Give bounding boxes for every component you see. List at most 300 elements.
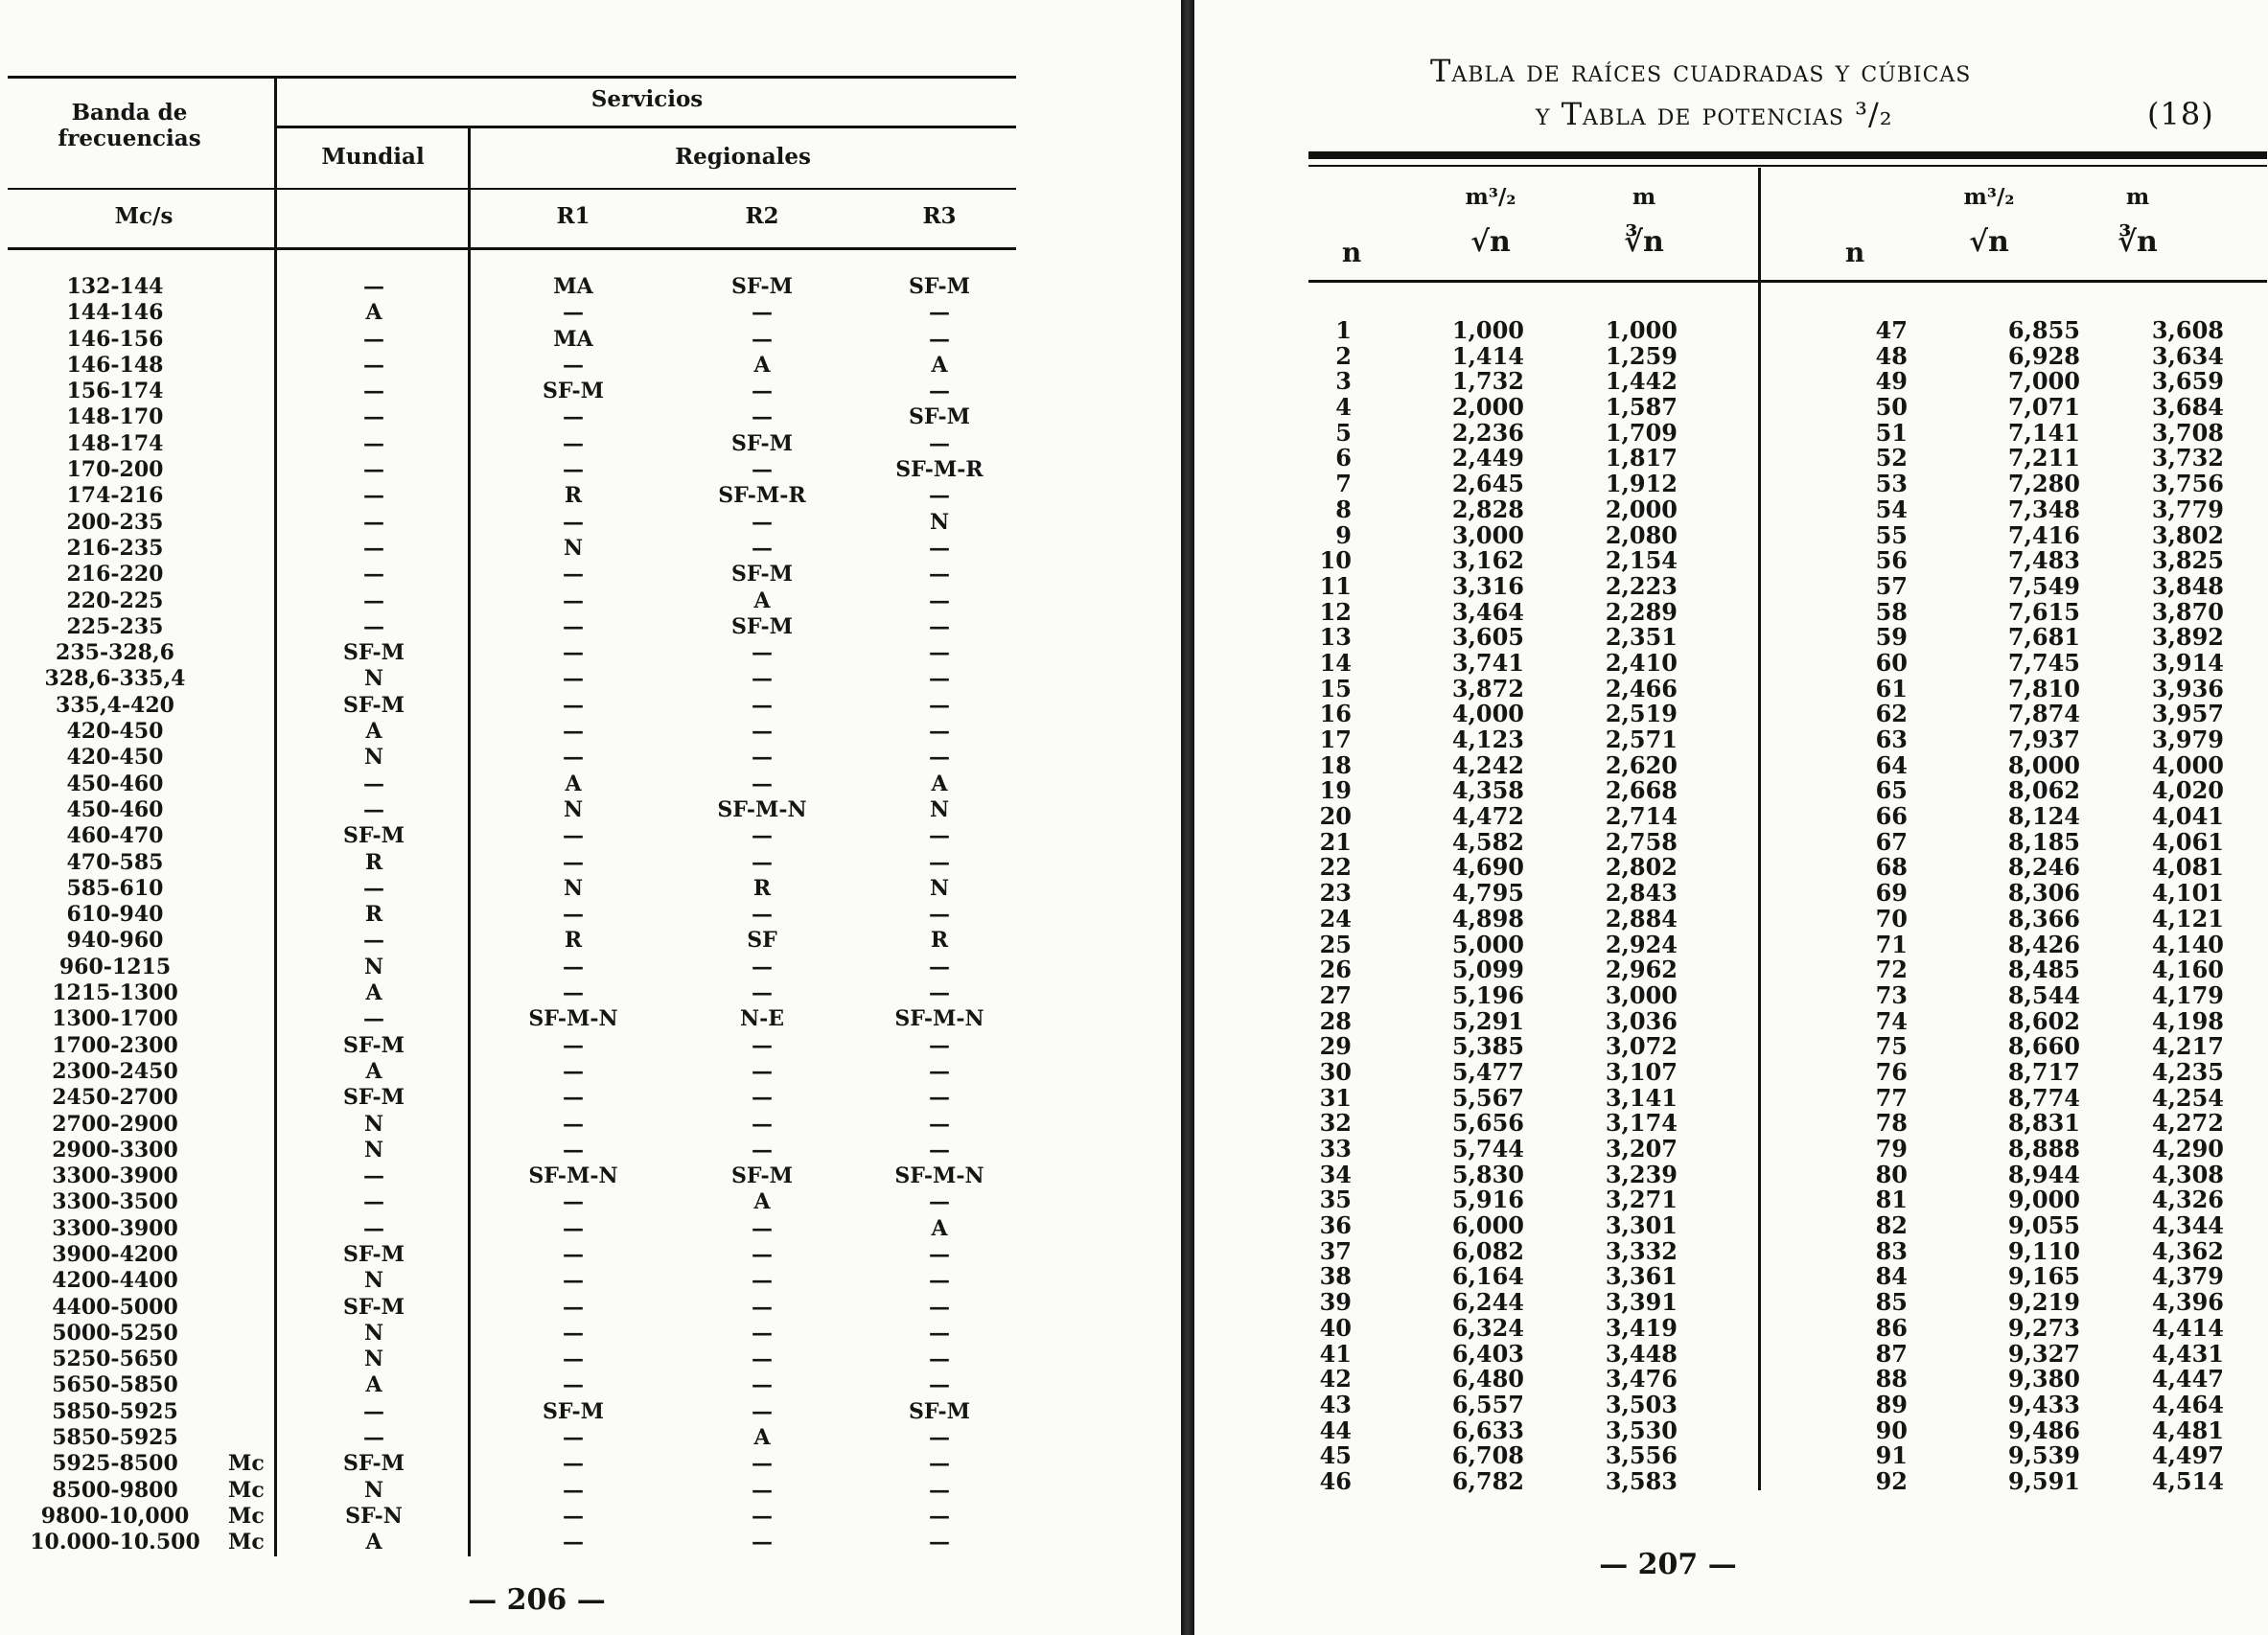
table-row bbox=[1764, 1264, 2262, 1290]
cell-r2: — bbox=[752, 1111, 773, 1137]
worldwide-header: Mundial bbox=[321, 144, 425, 170]
table-row bbox=[0, 1033, 1026, 1059]
table-row bbox=[1198, 1137, 1735, 1163]
cell-r3: — bbox=[929, 1347, 950, 1372]
cell-n: 49 bbox=[1875, 367, 1908, 396]
table-row bbox=[0, 666, 1026, 692]
cell-n: 12 bbox=[1319, 597, 1352, 626]
cell-band: 5000-5250 bbox=[52, 1320, 178, 1346]
table-row bbox=[0, 431, 1026, 457]
cell-r1: — bbox=[563, 1241, 584, 1267]
cell-r1: — bbox=[563, 849, 584, 875]
cell-mundial: — bbox=[363, 1189, 384, 1215]
table-number: (18) bbox=[2147, 96, 2214, 132]
table-row bbox=[0, 928, 1026, 954]
cell-r1: — bbox=[563, 1111, 584, 1137]
cell-r2: — bbox=[752, 1137, 773, 1163]
table-row bbox=[1764, 1367, 2262, 1393]
cell-n: 13 bbox=[1319, 623, 1352, 652]
cell-r1: — bbox=[563, 1058, 584, 1084]
cell-band: 148-170 bbox=[66, 404, 164, 430]
cell-band: 3300-3900 bbox=[52, 1215, 178, 1241]
table-row bbox=[0, 693, 1026, 719]
cell-r2: — bbox=[752, 379, 773, 404]
cell-n: 70 bbox=[1875, 904, 1908, 933]
cell-mundial: N bbox=[363, 1320, 384, 1346]
cell-sqrt: 6,082 bbox=[1451, 1236, 1524, 1265]
cell-n: 54 bbox=[1875, 495, 1908, 523]
page-number-right: — 207 — bbox=[1599, 1548, 1737, 1581]
cell-n: 76 bbox=[1875, 1057, 1908, 1086]
cell-band: 960-1215 bbox=[58, 954, 172, 979]
cell-band: 9800-10,000 bbox=[40, 1503, 190, 1529]
cell-r3: — bbox=[929, 1189, 950, 1215]
cell-sqrt: 6,708 bbox=[1451, 1441, 1524, 1470]
cell-sqrt: 7,416 bbox=[2007, 520, 2080, 549]
cell-r2: SF-M-N bbox=[717, 796, 807, 822]
table-row bbox=[0, 483, 1026, 509]
cell-r1: — bbox=[563, 587, 584, 613]
cell-r3: SF-M-N bbox=[894, 1006, 984, 1032]
cell-sqrt: 3,741 bbox=[1451, 648, 1524, 677]
cell-cbrt: 4,414 bbox=[2151, 1313, 2224, 1342]
cell-r2: — bbox=[752, 719, 773, 745]
cell-sqrt: 7,615 bbox=[2007, 597, 2080, 626]
cell-r1: — bbox=[563, 1451, 584, 1477]
cell-cbrt: 4,020 bbox=[2151, 776, 2224, 805]
table-row bbox=[0, 719, 1026, 745]
cell-sqrt: 5,744 bbox=[1451, 1135, 1524, 1163]
cell-r1: — bbox=[563, 1085, 584, 1111]
cell-cbrt: 3,583 bbox=[1605, 1466, 1678, 1495]
cell-r3: — bbox=[929, 666, 950, 692]
cell-r3: — bbox=[929, 535, 950, 561]
cell-mundial: — bbox=[363, 928, 384, 954]
cell-cbrt: 3,141 bbox=[1605, 1083, 1678, 1112]
cell-band: 460-470 bbox=[66, 823, 164, 849]
cell-r3: — bbox=[929, 1503, 950, 1529]
table-row bbox=[1764, 957, 2262, 983]
cell-mundial: SF-N bbox=[345, 1503, 403, 1529]
table-row bbox=[1764, 369, 2262, 395]
table-row bbox=[1198, 957, 1735, 983]
cell-band: 235-328,6 bbox=[56, 640, 174, 666]
cell-sqrt: 7,681 bbox=[2007, 623, 2080, 652]
cell-n: 87 bbox=[1875, 1339, 1908, 1368]
cell-n: 67 bbox=[1875, 827, 1908, 856]
cell-band: 216-235 bbox=[66, 535, 164, 561]
cell-sqrt: 6,244 bbox=[1451, 1288, 1524, 1317]
cell-cbrt: 4,160 bbox=[2151, 956, 2224, 984]
cell-band: 170-200 bbox=[66, 457, 164, 483]
table-row bbox=[1198, 980, 1735, 1009]
cell-mundial: — bbox=[363, 326, 384, 352]
table-row bbox=[0, 1112, 1026, 1138]
table-row bbox=[0, 1425, 1026, 1451]
cell-r1: — bbox=[563, 1189, 584, 1215]
cell-band: 4400-5000 bbox=[52, 1294, 178, 1320]
header-bottom-rule bbox=[8, 247, 1016, 250]
cell-sqrt: 9,165 bbox=[2007, 1262, 2080, 1291]
cell-r3: — bbox=[929, 1294, 950, 1320]
subheader-rule bbox=[8, 188, 1016, 190]
cell-sqrt: 6,557 bbox=[1451, 1390, 1524, 1418]
cell-sqrt: 4,795 bbox=[1451, 879, 1524, 908]
cell-sqrt: 6,782 bbox=[1451, 1466, 1524, 1495]
cell-n: 45 bbox=[1319, 1441, 1352, 1470]
table-row bbox=[1198, 827, 1735, 856]
cell-cbrt: 4,464 bbox=[2151, 1390, 2224, 1418]
cell-n: 91 bbox=[1875, 1441, 1908, 1470]
cell-band: 146-156 bbox=[66, 326, 164, 352]
cell-r1: MA bbox=[553, 274, 593, 299]
cell-band: 220-225 bbox=[66, 587, 164, 613]
cell-mundial: SF-M bbox=[342, 1241, 405, 1267]
cell-n: 47 bbox=[1875, 316, 1908, 344]
cell-r1: — bbox=[563, 1032, 584, 1058]
cell-r1: SF-M bbox=[542, 1398, 604, 1424]
cell-sqrt: 1,414 bbox=[1451, 341, 1524, 370]
cell-r1: — bbox=[563, 745, 584, 771]
cell-sqrt: 6,480 bbox=[1451, 1365, 1524, 1393]
table-row bbox=[1764, 1443, 2262, 1469]
table-row bbox=[0, 1085, 1026, 1111]
cell-r3: SF-M bbox=[908, 274, 970, 299]
table-row bbox=[0, 404, 1026, 430]
table-row bbox=[1764, 1390, 2262, 1418]
cell-cbrt: 2,843 bbox=[1605, 879, 1678, 908]
table-row bbox=[1198, 341, 1735, 370]
table-row bbox=[1198, 881, 1735, 907]
cell-n: 17 bbox=[1319, 725, 1352, 753]
title-thick-rule bbox=[1308, 151, 2267, 159]
cbrt-symbol-right: ∛n bbox=[2118, 225, 2158, 259]
cell-mundial: — bbox=[363, 274, 384, 299]
cell-band: 940-960 bbox=[66, 928, 164, 954]
cell-r1: R bbox=[564, 483, 583, 509]
cell-cbrt: 4,326 bbox=[2151, 1186, 2224, 1214]
table-row bbox=[0, 1451, 1026, 1477]
cell-sqrt: 8,888 bbox=[2007, 1135, 2080, 1163]
cell-r3: — bbox=[929, 1425, 950, 1451]
cell-r2: — bbox=[752, 692, 773, 718]
cell-cbrt: 4,308 bbox=[2151, 1160, 2224, 1188]
cell-band: 335,4-420 bbox=[56, 692, 174, 718]
cell-cbrt: 4,235 bbox=[2151, 1057, 2224, 1086]
table-row bbox=[1198, 1313, 1735, 1342]
table-row bbox=[0, 876, 1026, 902]
cell-cbrt: 3,936 bbox=[2151, 674, 2224, 702]
table-row bbox=[1198, 648, 1735, 677]
cell-cbrt: 2,620 bbox=[1605, 750, 1678, 779]
table-row bbox=[1764, 1083, 2262, 1112]
cell-n: 4 bbox=[1335, 393, 1352, 422]
cell-band: 2300-2450 bbox=[52, 1058, 178, 1084]
cell-mc: Mc bbox=[228, 1530, 265, 1555]
cell-band: 1300-1700 bbox=[52, 1006, 178, 1032]
table-row bbox=[0, 274, 1026, 300]
table-row bbox=[1764, 674, 2262, 702]
cell-band: 5250-5650 bbox=[52, 1347, 178, 1372]
cell-r3: N bbox=[929, 509, 950, 535]
cell-n: 1 bbox=[1335, 316, 1352, 344]
cell-n: 86 bbox=[1875, 1313, 1908, 1342]
table-row bbox=[1198, 1290, 1735, 1316]
cell-sqrt: 8,062 bbox=[2007, 776, 2080, 805]
cell-band: 200-235 bbox=[66, 509, 164, 535]
title-thin-rule bbox=[1308, 165, 2267, 167]
cell-n: 18 bbox=[1319, 750, 1352, 779]
cell-sqrt: 5,291 bbox=[1451, 1006, 1524, 1035]
cell-r2: — bbox=[752, 1032, 773, 1058]
cell-cbrt: 3,332 bbox=[1605, 1236, 1678, 1265]
table-row bbox=[0, 980, 1026, 1006]
cell-mundial: — bbox=[363, 379, 384, 404]
cell-mundial: SF-M bbox=[342, 823, 405, 849]
cell-band: 585-610 bbox=[66, 875, 164, 901]
cell-band: 156-174 bbox=[66, 379, 164, 404]
cell-mundial: — bbox=[363, 457, 384, 483]
cell-cbrt: 3,476 bbox=[1605, 1365, 1678, 1393]
cell-mundial: SF-M bbox=[342, 640, 405, 666]
cell-r2: SF bbox=[747, 928, 777, 954]
sqrt-symbol-left: √n bbox=[1470, 225, 1511, 259]
cell-band: 132-144 bbox=[66, 274, 164, 299]
cell-n: 5 bbox=[1335, 418, 1352, 447]
cell-sqrt: 9,433 bbox=[2007, 1390, 2080, 1418]
table-row bbox=[0, 745, 1026, 771]
center-column-divider bbox=[1758, 168, 1761, 1490]
cell-sqrt: 4,242 bbox=[1451, 750, 1524, 779]
table-row bbox=[1198, 750, 1735, 779]
cell-r3: — bbox=[929, 980, 950, 1006]
r3-header: R3 bbox=[922, 203, 957, 229]
regional-header: Regionales bbox=[675, 144, 811, 170]
cell-r1: — bbox=[563, 1215, 584, 1241]
cell-n: 20 bbox=[1319, 802, 1352, 831]
table-row bbox=[0, 1268, 1026, 1294]
cell-r1: R bbox=[564, 928, 583, 954]
cell-n: 35 bbox=[1319, 1186, 1352, 1214]
cell-n: 27 bbox=[1319, 980, 1352, 1009]
pow-header-left: m³/₂ bbox=[1465, 184, 1516, 210]
cell-r2: — bbox=[752, 1294, 773, 1320]
cell-n: 19 bbox=[1319, 776, 1352, 805]
cell-cbrt: 2,924 bbox=[1605, 930, 1678, 958]
table-row bbox=[1764, 1057, 2262, 1086]
cell-r1: — bbox=[563, 1530, 584, 1555]
cell-r1: A bbox=[565, 771, 582, 796]
cell-cbrt: 4,272 bbox=[2151, 1109, 2224, 1138]
cell-band: 610-940 bbox=[66, 902, 164, 928]
cell-r1: MA bbox=[553, 326, 593, 352]
table-row bbox=[1198, 1390, 1735, 1418]
cell-n: 78 bbox=[1875, 1109, 1908, 1138]
table-row bbox=[0, 823, 1026, 849]
cell-n: 7 bbox=[1335, 470, 1352, 498]
cell-mundial: N bbox=[363, 745, 384, 771]
cell-cbrt: 3,634 bbox=[2151, 341, 2224, 370]
table-row bbox=[1764, 804, 2262, 830]
cell-n: 15 bbox=[1319, 674, 1352, 702]
cell-sqrt: 7,745 bbox=[2007, 648, 2080, 677]
cell-mundial: A bbox=[365, 1530, 382, 1555]
cell-r3: — bbox=[929, 326, 950, 352]
cell-cbrt: 4,198 bbox=[2151, 1006, 2224, 1035]
table-row bbox=[0, 1372, 1026, 1398]
table-row bbox=[1198, 1111, 1735, 1137]
table-row bbox=[1764, 395, 2262, 421]
cell-r1: — bbox=[563, 430, 584, 456]
cell-mundial: — bbox=[363, 1425, 384, 1451]
table-title-line1 bbox=[1430, 53, 1971, 89]
cell-r3: — bbox=[929, 640, 950, 666]
cell-n: 65 bbox=[1875, 776, 1908, 805]
cell-n: 75 bbox=[1875, 1032, 1908, 1061]
cell-sqrt: 9,380 bbox=[2007, 1365, 2080, 1393]
table-row bbox=[1764, 855, 2262, 881]
table-row bbox=[1764, 625, 2262, 651]
cell-sqrt: 4,898 bbox=[1451, 904, 1524, 933]
cell-n: 53 bbox=[1875, 470, 1908, 498]
table-row bbox=[1198, 1339, 1735, 1368]
table-row bbox=[1198, 804, 1735, 830]
cell-r1: — bbox=[563, 404, 584, 430]
table-row bbox=[1764, 881, 2262, 907]
table-row bbox=[1764, 520, 2262, 549]
cell-r2: — bbox=[752, 1398, 773, 1424]
table-row bbox=[1764, 778, 2262, 804]
table-row bbox=[1198, 1466, 1735, 1495]
cell-cbrt: 2,714 bbox=[1605, 802, 1678, 831]
cell-sqrt: 3,872 bbox=[1451, 674, 1524, 702]
cell-n: 24 bbox=[1319, 904, 1352, 933]
cell-sqrt: 6,000 bbox=[1451, 1211, 1524, 1240]
cell-r1: SF-M bbox=[542, 379, 604, 404]
cell-cbrt: 4,362 bbox=[2151, 1236, 2224, 1265]
cell-r3: — bbox=[929, 300, 950, 326]
cell-r1: N bbox=[563, 875, 584, 901]
cell-r3: — bbox=[929, 902, 950, 928]
cell-r2: — bbox=[752, 1320, 773, 1346]
cell-n: 59 bbox=[1875, 623, 1908, 652]
table-row bbox=[1198, 597, 1735, 626]
cell-cbrt: 4,121 bbox=[2151, 904, 2224, 933]
cell-cbrt: 2,466 bbox=[1605, 674, 1678, 702]
table-row bbox=[1764, 418, 2262, 447]
table-row bbox=[1764, 1236, 2262, 1265]
cell-sqrt: 9,000 bbox=[2007, 1186, 2080, 1214]
cell-r2: — bbox=[752, 1347, 773, 1372]
cell-sqrt: 5,477 bbox=[1451, 1057, 1524, 1086]
cell-r1: — bbox=[563, 1137, 584, 1163]
cell-sqrt: 3,316 bbox=[1451, 571, 1524, 600]
cell-cbrt: 1,000 bbox=[1605, 316, 1678, 344]
cell-r2: — bbox=[752, 1085, 773, 1111]
table-row bbox=[1198, 904, 1735, 933]
cell-cbrt: 3,036 bbox=[1605, 1006, 1678, 1035]
table-row bbox=[1198, 1443, 1735, 1469]
cell-r2: — bbox=[752, 980, 773, 1006]
cell-band: 5925-8500 bbox=[52, 1451, 178, 1477]
cell-sqrt: 5,567 bbox=[1451, 1083, 1524, 1112]
cell-n: 41 bbox=[1319, 1339, 1352, 1368]
cell-band: 10.000-10.500 bbox=[30, 1530, 200, 1555]
cell-r1: SF-M-N bbox=[528, 1163, 618, 1189]
cell-sqrt: 9,486 bbox=[2007, 1416, 2080, 1444]
table-row bbox=[1764, 980, 2262, 1009]
cell-n: 39 bbox=[1319, 1288, 1352, 1317]
table-row bbox=[0, 640, 1026, 666]
cell-r2: — bbox=[752, 1372, 773, 1398]
cell-mundial: A bbox=[365, 719, 382, 745]
cell-r3: — bbox=[929, 823, 950, 849]
cell-r1: — bbox=[563, 509, 584, 535]
cell-mundial: N bbox=[363, 954, 384, 979]
table-row bbox=[0, 1295, 1026, 1321]
cell-r3: — bbox=[929, 1268, 950, 1294]
cell-r1: — bbox=[563, 352, 584, 378]
table-row bbox=[1764, 750, 2262, 779]
table-row bbox=[1198, 520, 1735, 549]
table-row bbox=[1764, 1466, 2262, 1495]
cell-sqrt: 4,472 bbox=[1451, 802, 1524, 831]
cell-r3: — bbox=[929, 1451, 950, 1477]
table-row bbox=[1764, 930, 2262, 958]
table-row bbox=[0, 353, 1026, 379]
table-row bbox=[0, 1216, 1026, 1242]
cell-r3: SF-M-N bbox=[894, 1163, 984, 1189]
cell-r1: — bbox=[563, 954, 584, 979]
cell-sqrt: 7,810 bbox=[2007, 674, 2080, 702]
cell-sqrt: 3,162 bbox=[1451, 546, 1524, 575]
cell-cbrt: 2,519 bbox=[1605, 700, 1678, 728]
table-row bbox=[0, 1478, 1026, 1504]
cell-r2: R bbox=[752, 875, 772, 901]
cell-r2: SF-M-R bbox=[718, 483, 806, 509]
cell-cbrt: 3,892 bbox=[2151, 623, 2224, 652]
cell-sqrt: 2,236 bbox=[1451, 418, 1524, 447]
cell-band: 8500-9800 bbox=[52, 1477, 178, 1503]
cell-cbrt: 4,481 bbox=[2151, 1416, 2224, 1444]
cell-cbrt: 4,396 bbox=[2151, 1288, 2224, 1317]
sqrt-symbol-right: √n bbox=[1969, 225, 2009, 259]
cell-sqrt: 5,385 bbox=[1451, 1032, 1524, 1061]
m-header-right: m bbox=[2125, 184, 2150, 210]
table-row bbox=[0, 327, 1026, 353]
cell-mundial: N bbox=[363, 1111, 384, 1137]
table-row bbox=[0, 1006, 1026, 1032]
cell-cbrt: 1,259 bbox=[1605, 341, 1678, 370]
table-row bbox=[1198, 930, 1735, 958]
cell-cbrt: 2,000 bbox=[1605, 495, 1678, 523]
cell-n: 69 bbox=[1875, 879, 1908, 908]
cell-cbrt: 2,223 bbox=[1605, 571, 1678, 600]
table-row bbox=[1764, 472, 2262, 497]
cell-n: 48 bbox=[1875, 341, 1908, 370]
cell-mundial: — bbox=[363, 562, 384, 587]
cell-r2: — bbox=[752, 954, 773, 979]
table-row bbox=[0, 457, 1026, 483]
cell-cbrt: 4,140 bbox=[2151, 930, 2224, 958]
column-header-rule bbox=[1308, 280, 2267, 283]
table-row bbox=[1198, 702, 1735, 727]
cell-r2: — bbox=[752, 1241, 773, 1267]
cell-band: 470-585 bbox=[66, 849, 164, 875]
cell-cbrt: 3,000 bbox=[1605, 980, 1678, 1009]
cell-sqrt: 8,000 bbox=[2007, 750, 2080, 779]
cell-n: 81 bbox=[1875, 1186, 1908, 1214]
